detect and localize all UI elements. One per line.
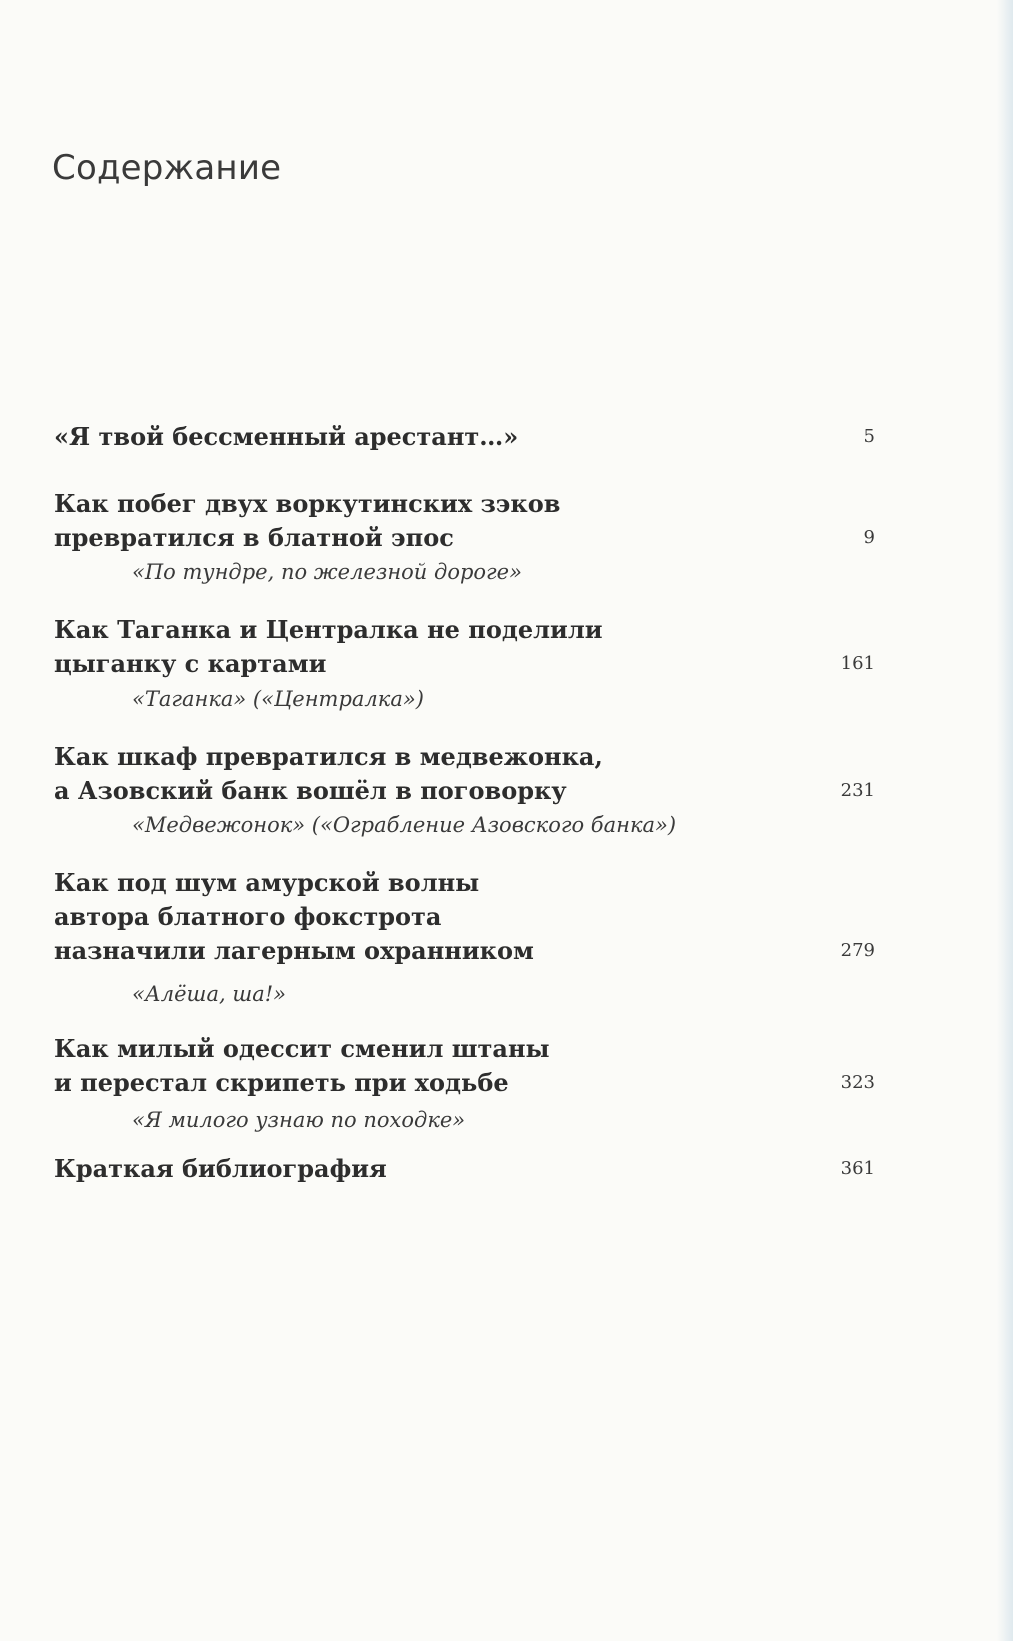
toc-page-number: 323 <box>840 1072 875 1093</box>
toc-entry-title: автора блатного фокстрота <box>54 902 442 931</box>
toc-entry-title: превратился в блатной эпос <box>54 523 454 552</box>
toc-entry-title: Как шкаф превратился в медвежонка, <box>54 742 603 771</box>
toc-entry-subtitle: «Алёша, ша!» <box>132 982 287 1006</box>
toc-entry-subtitle: «Медвежонок» («Ограбление Азовского банка») <box>132 813 677 837</box>
toc-entry-title: Как милый одессит сменил штаны <box>54 1034 550 1063</box>
toc-entry-title: Краткая библиография <box>54 1154 387 1183</box>
toc-entry-title: цыганку с картами <box>54 649 327 678</box>
toc-page-number: 161 <box>840 653 875 674</box>
toc-entry-title: назначили лагерным охранником <box>54 936 534 965</box>
toc-page-number: 5 <box>863 426 875 447</box>
toc-entry-title: Как под шум амурской волны <box>54 868 480 897</box>
toc-entry-subtitle: «Я милого узнаю по походке» <box>132 1108 466 1132</box>
toc-entry-subtitle: «Таганка» («Централка») <box>132 687 424 711</box>
toc-page-number: 279 <box>840 940 875 961</box>
toc-page-number: 231 <box>840 780 875 801</box>
toc-entry-title: а Азовский банк вошёл в поговорку <box>54 776 567 805</box>
toc-page-number: 361 <box>840 1158 875 1179</box>
toc-entry-subtitle: «По тундре, по железной дороге» <box>132 560 522 584</box>
toc-entry-title: и перестал скрипеть при ходьбе <box>54 1068 509 1097</box>
toc-entry-title: «Я твой бессменный арестант…» <box>54 422 519 451</box>
toc-entry-title: Как Таганка и Централка не поделили <box>54 615 603 644</box>
page-title: Содержание <box>52 148 282 188</box>
toc-page-number: 9 <box>863 527 875 548</box>
toc-entry-title: Как побег двух воркутинских зэков <box>54 489 561 518</box>
